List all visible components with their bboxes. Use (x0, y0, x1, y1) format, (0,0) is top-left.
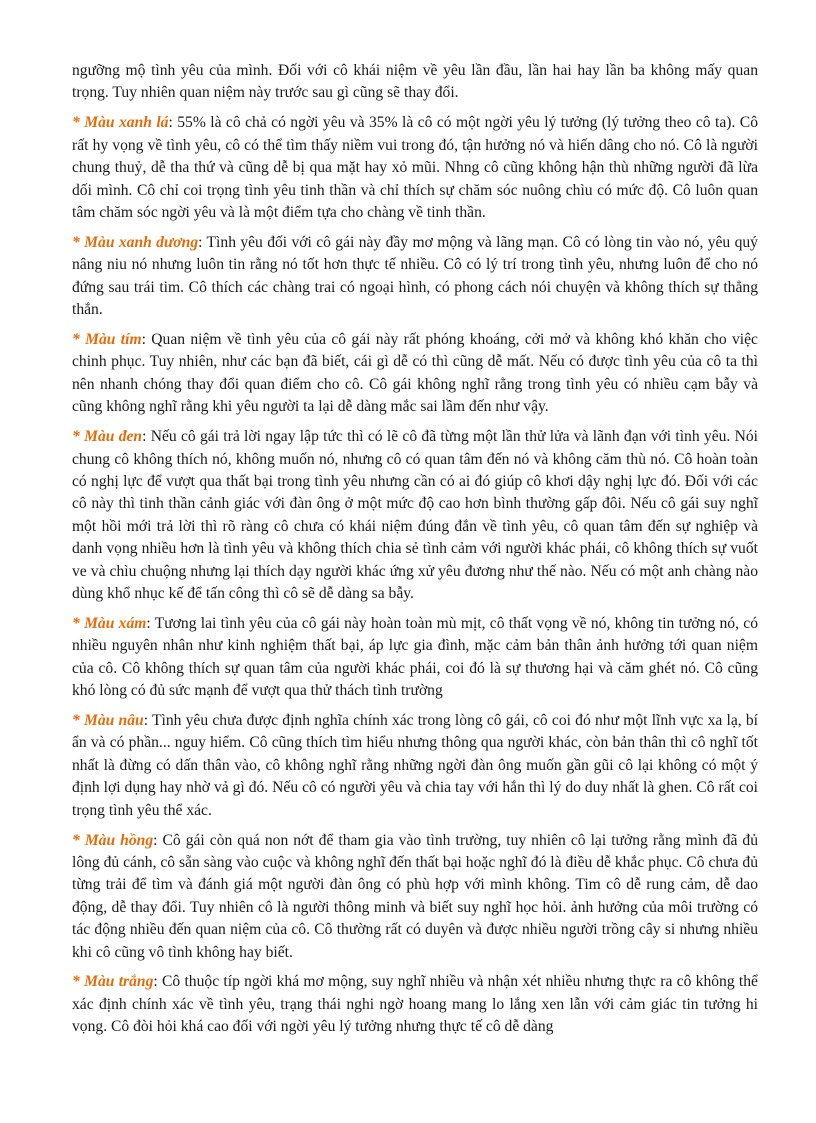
section-label: * Màu xám (72, 614, 147, 632)
section-text: : Tình yêu đối với cô gái này đầy mơ mộng và lãng mạn. Cô có lòng tin vào nó, yêu quý nâng niu nó nhưng luôn tin rằng nó tốt hơn thực tế nhiều. Cô có lý trí trong tình yêu, nhưng luôn để cho nó đứng sau trái tim. Cô thích các chàng trai có ngoại hình, có phong cách nói chuyện và không thích sự thẳng thắn. (72, 233, 758, 319)
section-text: : 55% là cô chả có ngời yêu và 35% là cô có một ngời yêu lý tưởng (lý tưởng theo cô ta). Cô rất hy vọng về tình yêu, cô có thể tìm thấy niềm vui trong đó, tận hưởng nó và hiến dâng cho nó. Cô là người chung thuỷ, dễ tha thứ và cũng dễ bị qua mặt hay xỏ mũi. Nhng cô cũng không hận thù những người đã lừa dối mình. Cô chỉ coi trọng tình yêu tinh thần và chỉ thích sự chăm sóc nuông chìu có mức độ. Cô luôn quan tâm chăm sóc ngời yêu và là một điểm tựa cho chàng về tinh thần. (72, 114, 758, 221)
section-label: * Màu đen (72, 428, 143, 446)
section-label: * Màu hồng (72, 831, 154, 849)
section-den (72, 426, 758, 605)
section-text: : Tương lai tình yêu của cô gái này hoàn toàn mù mịt, cô thất vọng về nó, không tin tưởng nó, có nhiều nguyên nhân như kinh nghiệm thất bại, áp lực gia đình, mặc cảm bản thân ảnh hưởng tới quan niệm của cô. Cô không thích sự quan tâm của người khác phái, coi đó là sự thương hại và căm ghét nó. Cô cũng khó lòng có đủ sức mạnh để vượt qua thử thách tình trường (72, 614, 758, 700)
section-label: * Màu trắng (72, 973, 154, 991)
document-page (72, 60, 758, 1046)
section-text: : Cô gái còn quá non nớt để tham gia vào tình trường, tuy nhiên cô lại tưởng rằng mình đã đủ lông đủ cánh, cô sẵn sàng vào cuộc và không nghĩ đến thất bại hoặc nghĩ đó là điều dễ khắc phục. Cô chưa đủ từng trải để tìm và đánh giá một người đàn ông có phù hợp với mình không. Tim cô dễ rung cảm, dễ dao động, dễ thay đổi. Tuy nhiên cô là người thông minh và biết suy nghĩ học hỏi. ảnh hưởng của môi trường có tác động nhiều đến quan niệm của cô. Cô thường rất có duyên và được nhiều người trồng cây si nhưng nhiều khi cô cũng vô tình không hay biết. (72, 831, 758, 961)
section-trang (72, 971, 758, 1038)
section-label: * Màu xanh dương (72, 233, 199, 251)
section-xam (72, 613, 758, 703)
section-xanh-duong (72, 232, 758, 322)
section-text: : Nếu cô gái trả lời ngay lập tức thì có lẽ cô đã từng một lần thử lửa và lãnh đạn với tình yêu. Nói chung cô không thích nó, không muốn nó, nhưng cô có quan tâm đến nó và không căm thù nó. Cô hoàn toàn có nghị lực để vượt qua thất bại trong tình yêu nhưng cần có ai đó giúp cô khơi dậy nghị lực đó. Đối với các cô này thì tinh thần cảnh giác với đàn ông ở một mức độ cao hơn bình thường gấp đôi. Nếu cô gái suy nghĩ một hồi mới trả lời thì rõ ràng cô chưa có khái niệm đúng đắn về tình yêu, cô quan tâm đến sự nghiệp và danh vọng nhiều hơn là tình yêu và không thích chia sẻ tình cảm với người khác phái, cô không thích sự vuốt ve và chìu chuộng nhưng lại thích dạy người khác ứng xử yêu đương như thế nào. Nếu có một anh chàng nào dùng khổ nhục kế để tấn công thì cô sẽ dễ dàng sa bẫy. (72, 428, 758, 602)
section-tim (72, 329, 758, 419)
section-text: : Cô thuộc típ ngời khá mơ mộng, suy nghĩ nhiều và nhận xét nhiều nhưng thực ra cô không thể xác định chính xác về tình yêu, trạng thái nghi ngờ hoang mang lo lắng xen lẫn với cảm giác tin tưởng hi vọng. Cô đòi hỏi khá cao đối với ngời yêu lý tưởng nhưng thực tế cô dễ dàng (72, 973, 758, 1036)
section-text: : Quan niệm về tình yêu của cô gái này rất phóng khoáng, cởi mở và không khó khăn cho việc chinh phục. Tuy nhiên, như các bạn đã biết, cái gì dễ có thì cũng dễ mất. Nếu có được tình yêu của cô ta thì nên nhanh chóng thay đổi quan điểm cho cô. Cô gái không nghĩ rằng trong tình yêu có nhiều cạm bẫy và cũng không nghĩ rằng khi yêu người ta lại dễ dàng mắc sai lầm đến như vậy. (72, 330, 758, 416)
section-label: * Màu tím (72, 330, 142, 348)
section-xanh-la (72, 112, 758, 224)
section-label: * Màu nâu (72, 711, 144, 729)
section-label: * Màu xanh lá (72, 114, 169, 132)
section-text: : Tình yêu chưa được định nghĩa chính xác trong lòng cô gái, cô coi đó như một lĩnh vực xa lạ, bí ẩn và có phần... nguy hiểm. Cô cũng thích tìm hiểu nhưng thông qua người khác, còn bản thân thì cô nghĩ tốt nhất là đừng có dấn thân vào, cô không nghĩ rằng những ngời đàn ông muốn gần gũi cô lại không có một ý định lợi dụng hay nhờ vả gì đó. Nếu cô có người yêu và chia tay với hắn thì lý do duy nhất là ghen. Cô rất coi trọng tình yêu thể xác. (72, 711, 758, 819)
intro-paragraph: ngưỡng mộ tình yêu của mình. Đối với cô khái niệm về yêu lần đầu, lần hai hay lần ba không mấy quan trọng. Tuy nhiên quan niệm này trước sau gì cũng sẽ thay đổi. (72, 62, 758, 102)
section-hong (72, 830, 758, 964)
section-nau (72, 710, 758, 822)
